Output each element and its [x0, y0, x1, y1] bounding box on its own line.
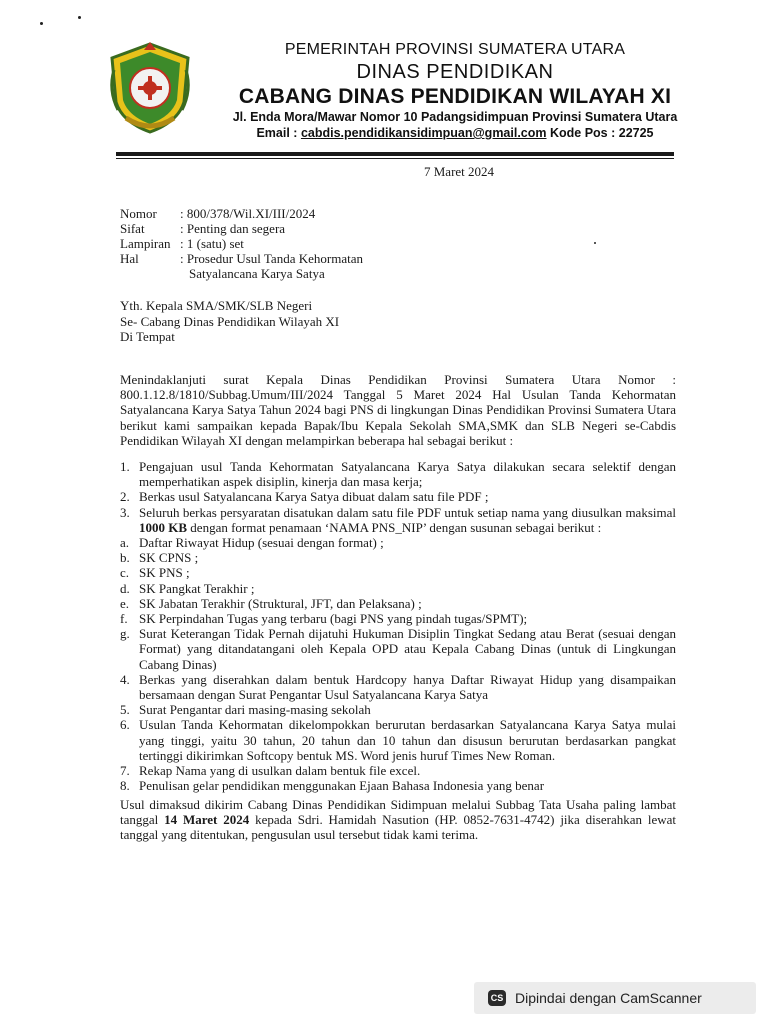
meta-hal: [120, 251, 363, 281]
list-item: [120, 581, 676, 596]
list-item: [120, 550, 676, 565]
meta-sifat: [120, 221, 363, 236]
list-text: SK Pangkat Terakhir ;: [139, 580, 255, 596]
letterhead-address: Jl. Enda Mora/Mawar Nomor 10 Padangsidimpuan Provinsi Sumatera Utara: [232, 110, 678, 124]
meta-key: Hal: [120, 251, 139, 266]
list-text: Berkas usul Satyalancana Karya Satya dibuat dalam satu file PDF ;: [139, 489, 489, 505]
list-marker: 1.: [120, 459, 130, 474]
list-marker: 6.: [120, 717, 130, 733]
email-link[interactable]: cabdis.pendidikansidimpuan@gmail.com: [300, 126, 547, 140]
requirements-list: [120, 459, 676, 793]
letterhead-government: PEMERINTAH PROVINSI SUMATERA UTARA: [284, 41, 626, 58]
list-text: Surat Pengantar dari masing-masing sekolah: [139, 702, 371, 718]
meta-hal-line1: : Prosedur Usul Tanda Kehormatan: [180, 251, 363, 266]
list-text: SK Jabatan Terakhir (Struktural, JFT, dan Pelaksana) ;: [139, 595, 422, 611]
meta-value: : Penting dan segera: [180, 221, 286, 236]
meta-value: [178, 251, 363, 281]
list-marker: 5.: [120, 702, 130, 718]
meta-key: Nomor: [120, 206, 157, 221]
list-item: [120, 505, 676, 535]
meta-lampiran: [120, 236, 363, 251]
list-marker: 3.: [120, 504, 130, 520]
list-text: Usulan Tanda Kehormatan dikelompokkan berurutan berdasarkan Satyalancana Karya Satya mulai yang tinggi, yaitu 30 tahun, 20 tahun dan 10 tahun dan disusun berurutan berdasarkan pangkat tertinggi dikirimkan Softcopy bentuk MS. Word jenis huruf Times New Roman.: [139, 717, 676, 763]
meta-value: : 800/378/Wil.XI/III/2024: [180, 206, 316, 221]
meta-value: : 1 (satu) set: [180, 236, 244, 251]
list-marker: c.: [120, 565, 130, 581]
list-text: Daftar Riwayat Hidup (sesuai dengan format) ;: [139, 535, 384, 551]
file-size-limit: 1000 KB: [139, 519, 188, 535]
list-text-part: Seluruh berkas persyaratan disatukan dalam satu file PDF untuk setiap nama yang diusulkan maksimal: [139, 504, 676, 520]
recipient-block: [120, 298, 339, 345]
list-text: SK PNS ;: [139, 565, 190, 581]
list-marker: d.: [120, 580, 130, 596]
recipient-line: Yth. Kepala SMA/SMK/SLB Negeri: [120, 298, 313, 313]
email-label: Email :: [256, 126, 301, 140]
scan-speck: [594, 242, 596, 244]
deadline-date: 14 Maret 2024: [164, 812, 250, 828]
list-text: Surat Keterangan Tidak Pernah dijatuhi Hukuman Disiplin Tingkat Sedang atau Berat (sesuai dengan Format) yang ditandatangani oleh Kepala OPD atau Kepala Cabang Dinas (untuk di Lingkungan Cabang Dinas): [139, 626, 676, 672]
list-marker: g.: [120, 626, 130, 642]
list-text: Berkas yang diserahkan dalam bentuk Hardcopy hanya Daftar Riwayat Hidup yang disampaikan bersamaan dengan Surat Pengantar Usul Satyalancana Karya Satya: [139, 671, 676, 703]
list-item: [120, 763, 676, 778]
scan-speck: [40, 22, 43, 25]
meta-key: Sifat: [120, 221, 145, 236]
list-text: SK Perpindahan Tugas yang terbaru (bagi PNS yang pindah tugas/SPMT);: [139, 611, 528, 627]
recipient-line: Se- Cabang Dinas Pendidikan Wilayah XI: [120, 313, 340, 329]
letterhead-branch: CABANG DINAS PENDIDIKAN WILAYAH XI: [238, 85, 672, 108]
list-marker: 4.: [120, 671, 130, 687]
list-marker: e.: [120, 595, 130, 611]
letterhead-contact: [205, 125, 705, 141]
scan-speck: [78, 16, 81, 19]
list-item: [120, 489, 676, 504]
letter-meta: [120, 206, 363, 281]
list-item: [120, 626, 676, 672]
postal-code: Kode Pos : 22725: [546, 126, 654, 140]
letterhead-agency: DINAS PENDIDIKAN: [356, 61, 554, 83]
closing-text: kepada Sdri. Hamidah Nasution (HP. 0852-7631-4742) jika diserahkan lewat tanggal yang ditentukan, pengusulan usul tersebut tidak kami terima.: [120, 812, 676, 843]
letterhead-divider-thin: [116, 158, 674, 159]
list-item: [120, 535, 676, 550]
letterhead: [205, 40, 705, 141]
closing-paragraph: [120, 797, 676, 843]
list-item: [120, 717, 676, 763]
list-text: Pengajuan usul Tanda Kehormatan Satyalancana Karya Satya dilakukan secara selektif dengan memperhatikan aspek disiplin, kinerja dan masa kerja;: [139, 459, 676, 490]
list-text: [139, 505, 676, 535]
closing-text: Usul dimaksud dikirim Cabang Dinas Pendidikan Sidimpuan melalui Subbag Tata Usaha paling lambat tanggal: [120, 797, 676, 828]
list-marker: f.: [120, 611, 128, 627]
list-item: [120, 459, 676, 489]
list-text-part: dengan format penamaan ‘NAMA PNS_NIP’ dengan susunan sebagai berikut :: [187, 519, 602, 535]
meta-nomor: [120, 206, 363, 221]
provincial-emblem-icon: [104, 40, 196, 136]
camscanner-watermark: [474, 982, 756, 1014]
meta-key: Lampiran: [120, 236, 171, 251]
list-item: [120, 611, 676, 626]
list-marker: 2.: [120, 489, 130, 505]
list-item: [120, 778, 676, 793]
letterhead-divider: [116, 152, 674, 156]
meta-hal-line2: Satyalancana Karya Satya: [189, 266, 325, 281]
list-item: [120, 596, 676, 611]
list-text: Penulisan gelar pendidikan menggunakan Ejaan Bahasa Indonesia yang benar: [139, 778, 545, 794]
list-item: [120, 702, 676, 717]
recipient-line: Di Tempat: [120, 329, 175, 344]
list-text: SK CPNS ;: [139, 550, 199, 566]
list-text: Rekap Nama yang di usulkan dalam bentuk file excel.: [139, 763, 421, 779]
list-marker: b.: [120, 550, 130, 566]
camscanner-label: Dipindai dengan CamScanner: [515, 990, 702, 1006]
camscanner-icon: CS: [488, 990, 506, 1006]
list-marker: a.: [120, 535, 130, 551]
list-marker: 8.: [120, 778, 130, 794]
intro-paragraph: Menindaklanjuti surat Kepala Dinas Pendidikan Provinsi Sumatera Utara Nomor : 800.1.12.8/1810/Subbag.Umum/III/2024 Tanggal 5 Maret 2024 Hal Usulan Tanda Kehormatan Satyalancana Karya Satya Tahun 2024 bagi PNS di lingkungan Dinas Pendidikan Provinsi Sumatera Utara berikut kami sampaikan kepada Bapak/Ibu Kepala Sekolah SMA,SMK dan SLB Negeri se-Cabdis Pendidikan Wilayah XI dengan melampirkan beberapa hal sebagai berikut :: [120, 372, 676, 448]
list-item: [120, 672, 676, 702]
letter-date: 7 Maret 2024: [424, 164, 495, 179]
list-item: [120, 565, 676, 580]
list-marker: 7.: [120, 763, 130, 779]
